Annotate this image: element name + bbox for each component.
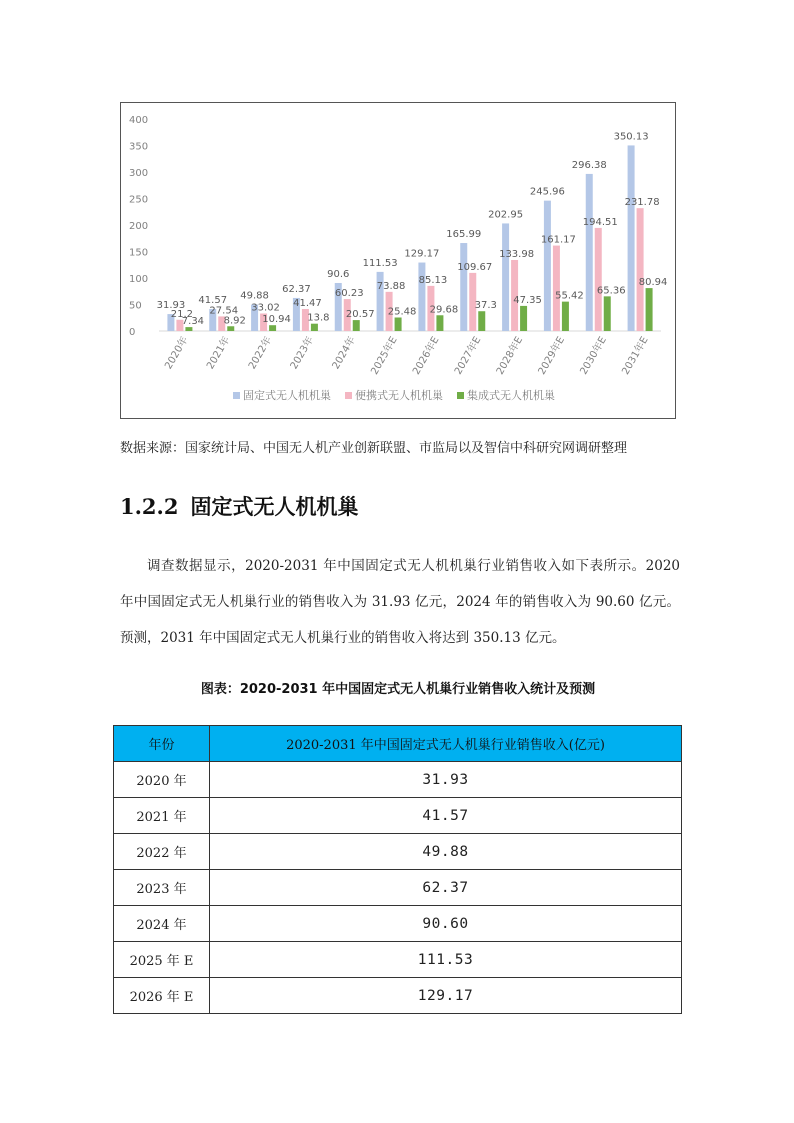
data-label: 161.17 — [540, 234, 576, 246]
chart-frame — [120, 102, 676, 419]
data-source-note: 数据来源：国家统计局、中国无人机产业创新联盟、市监局以及智信中科研究网调研整理 — [120, 441, 628, 456]
year-cell: 2022 年 — [114, 834, 210, 870]
y-tick-label: 350 — [129, 141, 149, 153]
data-label: 90.6 — [327, 268, 350, 280]
table-row — [114, 870, 682, 906]
data-label: 27.54 — [209, 305, 239, 317]
table-row — [114, 834, 682, 870]
bar-3 — [478, 311, 485, 331]
data-label: 60.23 — [334, 288, 364, 300]
x-tick-label: 2029年E — [536, 335, 568, 377]
data-label: 65.36 — [596, 285, 626, 297]
x-tick-label: 2031年E — [620, 335, 651, 377]
bar-1 — [460, 243, 467, 331]
revenue-cell: 31.93 — [210, 762, 682, 798]
x-tick-label: 2026年E — [411, 335, 442, 377]
year-cell: 2025 年 E — [114, 942, 210, 978]
year-cell: 2026 年 E — [114, 978, 210, 1014]
table-row — [114, 978, 682, 1014]
bar-3 — [185, 327, 192, 331]
data-label: 133.98 — [499, 248, 535, 260]
data-label: 37.3 — [474, 300, 497, 312]
year-cell: 2024 年 — [114, 906, 210, 942]
bar-chart — [121, 103, 677, 420]
data-label: 13.8 — [307, 312, 330, 324]
bar-1 — [502, 223, 509, 331]
data-label: 49.88 — [240, 290, 269, 302]
table-row — [114, 906, 682, 942]
bar-3 — [646, 288, 653, 331]
data-label: 33.02 — [251, 302, 280, 314]
y-tick-label: 400 — [129, 115, 149, 126]
data-label: 25.48 — [387, 306, 417, 318]
revenue-cell: 111.53 — [210, 942, 682, 978]
revenue-cell: 129.17 — [210, 978, 682, 1014]
y-tick-label: 250 — [129, 194, 149, 206]
header-revenue: 2020-2031 年中国固定式无人机巢行业销售收入(亿元) — [210, 726, 682, 762]
data-label: 109.67 — [457, 261, 493, 273]
section-heading — [120, 491, 358, 521]
data-label: 202.95 — [488, 209, 524, 221]
revenue-cell: 90.60 — [210, 906, 682, 942]
x-tick-label: 2023年 — [288, 335, 317, 372]
data-label: 29.68 — [429, 304, 459, 316]
bar-3 — [604, 296, 611, 331]
revenue-cell: 49.88 — [210, 834, 682, 870]
data-label: 8.92 — [223, 315, 246, 327]
legend-label: 集成式无人机机巢 — [467, 389, 555, 402]
y-tick-label: 200 — [129, 221, 149, 232]
data-label: 47.35 — [513, 294, 542, 306]
data-label: 20.57 — [345, 309, 375, 321]
section-title: 固定式无人机机巢 — [190, 494, 359, 519]
bar-1 — [544, 201, 551, 331]
x-tick-label: 2027年E — [452, 335, 484, 377]
legend-swatch — [457, 392, 464, 399]
body-paragraph: 调查数据显示，2020-2031 年中国固定式无人机机巢行业销售收入如下表所示。2020 年中国固定式无人机巢行业的销售收入为 31.93 亿元，2024 年的销售收入为 90.60 亿元。预测，2031 年中国固定式无人机巢行业的销售收入将达到 350.13 亿元。 — [120, 558, 680, 646]
data-label: 231.78 — [624, 197, 660, 209]
year-cell: 2021 年 — [114, 798, 210, 834]
bar-3 — [562, 302, 569, 331]
y-tick-label: 50 — [129, 300, 142, 312]
bar-1 — [418, 263, 425, 331]
data-label: 62.37 — [282, 283, 311, 295]
x-tick-label: 2025年E — [369, 335, 400, 377]
table-row — [114, 798, 682, 834]
data-label: 7.34 — [181, 316, 205, 328]
data-label: 41.57 — [198, 294, 228, 306]
x-tick-label: 2021年 — [205, 335, 233, 372]
y-tick-label: 300 — [129, 168, 149, 179]
bar-3 — [520, 306, 527, 331]
year-cell: 2020 年 — [114, 762, 210, 798]
table-row — [114, 942, 682, 978]
x-tick-label: 2030年E — [578, 335, 609, 377]
bar-2 — [637, 208, 644, 331]
y-tick-label: 150 — [129, 247, 149, 259]
bar-1 — [586, 174, 593, 331]
data-label: 21.2 — [170, 308, 194, 320]
data-label: 194.51 — [582, 216, 618, 228]
bar-3 — [436, 315, 443, 331]
y-tick-label: 100 — [129, 274, 149, 285]
bar-3 — [353, 320, 360, 331]
data-label: 245.96 — [529, 186, 565, 198]
bar-2 — [595, 228, 602, 331]
table-caption: 图表：2020-2031 年中国固定式无人机巢行业销售收入统计及预测 — [200, 682, 596, 697]
data-label: 111.53 — [362, 257, 398, 269]
table-header-row — [114, 726, 682, 762]
y-tick-label: 0 — [129, 327, 136, 338]
legend-swatch — [233, 392, 240, 399]
revenue-table — [113, 725, 682, 1014]
data-label: 165.99 — [446, 229, 482, 241]
x-tick-label: 2024年 — [330, 335, 358, 372]
revenue-cell: 41.57 — [210, 798, 682, 834]
legend-label: 固定式无人机机巢 — [243, 389, 331, 402]
header-year: 年份 — [114, 726, 210, 762]
x-tick-label: 2020年 — [163, 335, 191, 372]
bar-1 — [628, 145, 635, 331]
bar-3 — [269, 325, 276, 331]
legend-label: 便携式无人机机巢 — [355, 389, 443, 402]
year-cell: 2023 年 — [114, 870, 210, 906]
table-row — [114, 762, 682, 798]
data-label: 80.94 — [638, 277, 668, 289]
legend-swatch — [345, 392, 352, 399]
data-label: 10.94 — [262, 314, 291, 326]
data-label: 296.38 — [571, 159, 607, 171]
x-tick-label: 2022年 — [246, 335, 275, 372]
x-tick-label: 2028年E — [494, 335, 526, 377]
data-label: 129.17 — [404, 248, 440, 260]
data-label: 55.42 — [555, 290, 584, 302]
bar-3 — [227, 326, 234, 331]
bar-3 — [395, 317, 402, 331]
bar-2 — [553, 246, 560, 331]
data-label: 73.88 — [376, 280, 406, 292]
revenue-cell: 62.37 — [210, 870, 682, 906]
data-label: 31.93 — [156, 300, 186, 312]
data-label: 350.13 — [613, 131, 649, 143]
bar-3 — [311, 324, 318, 331]
section-number: 1.2.2 — [120, 494, 179, 519]
data-label: 41.47 — [293, 298, 322, 310]
data-label: 85.13 — [418, 274, 448, 286]
